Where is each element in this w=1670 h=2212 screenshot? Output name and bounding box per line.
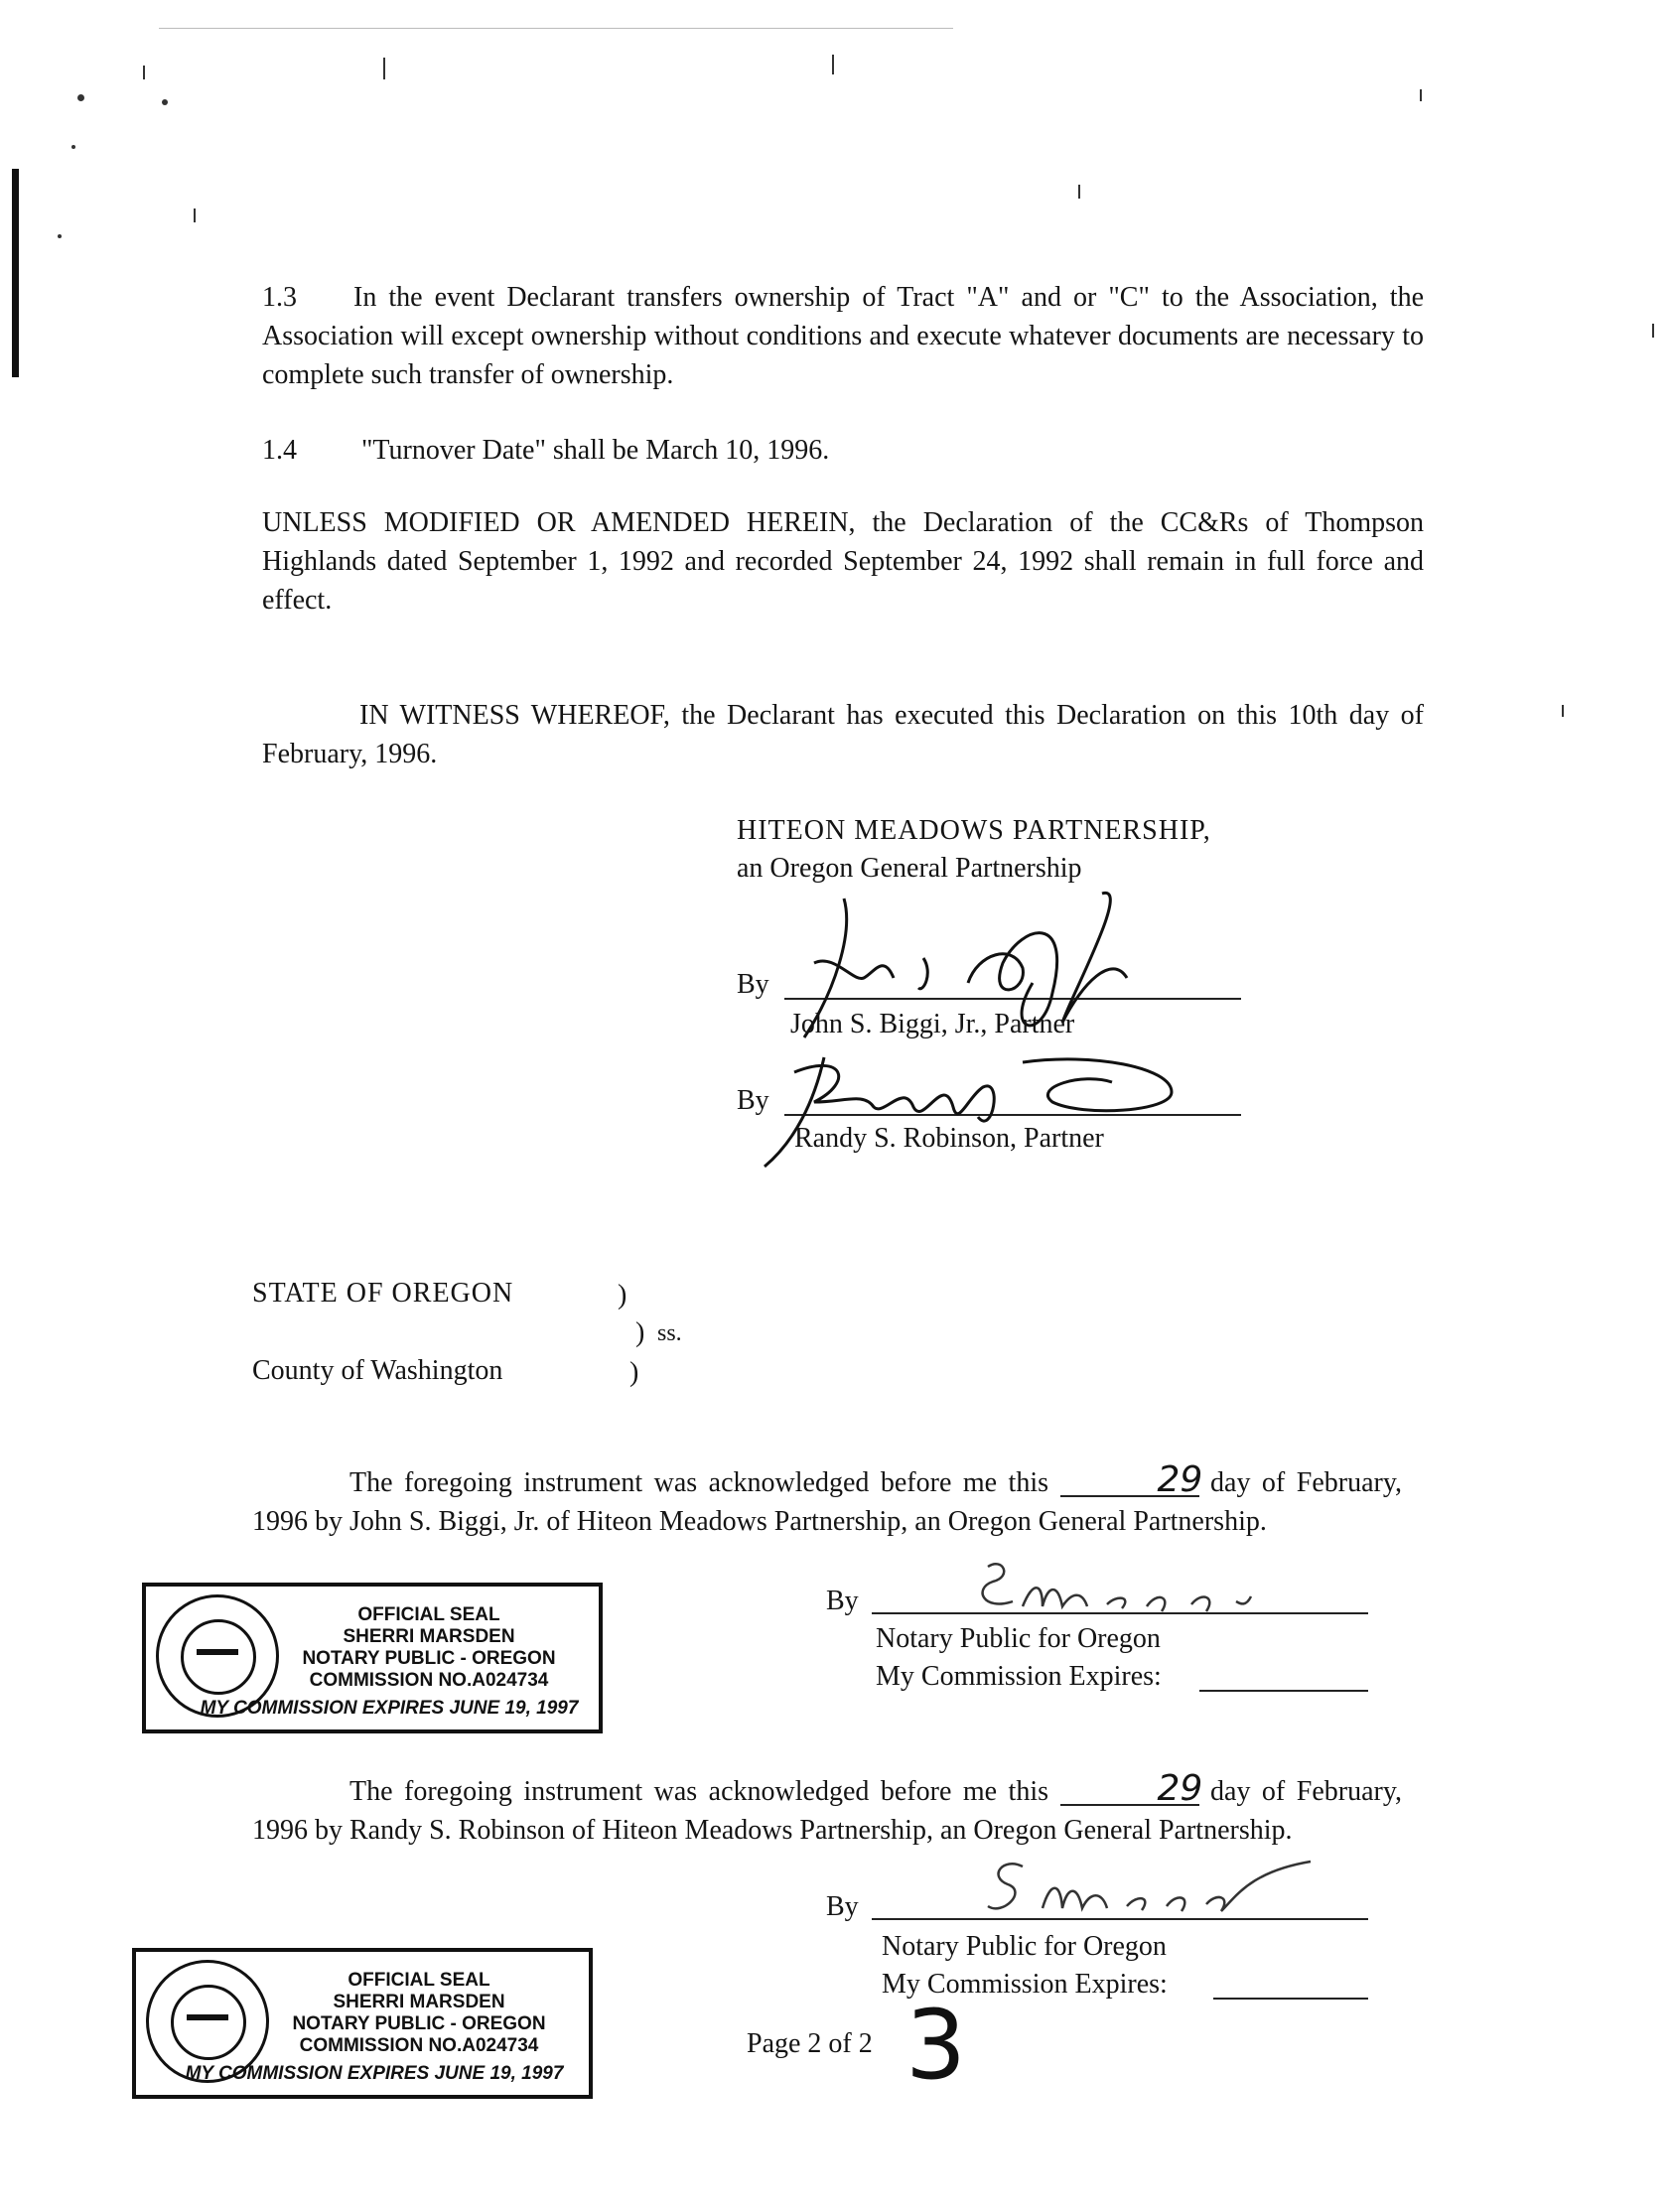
ack-2-by-label: By	[826, 1891, 859, 1922]
venue-paren-2: )	[635, 1317, 645, 1348]
signature-robinson	[755, 1042, 1231, 1172]
ack-2-text-before: The foregoing instrument was acknowledged before me this	[349, 1776, 1049, 1807]
ack-1-by-label: By	[826, 1586, 859, 1616]
seal-line-3: NOTARY PUBLIC - OREGON	[302, 1648, 556, 1669]
ack-1-commission-line	[1199, 1690, 1368, 1692]
partnership-name: HITEON MEADOWS PARTNERSHIP,	[737, 815, 1211, 846]
notary-seal-1	[142, 1583, 603, 1733]
signatory-1-name: John S. Biggi, Jr., Partner	[790, 1009, 1075, 1039]
seal-line-2: SHERRI MARSDEN	[343, 1626, 515, 1647]
unless-paragraph: UNLESS MODIFIED OR AMENDED HEREIN, the Declaration of the CC&Rs of Thompson Highlands dated September 1, 1992 and recorded September 24, 1992 shall remain in full force and effect.	[262, 507, 1424, 616]
partnership-type: an Oregon General Partnership	[737, 853, 1082, 884]
notary-seal-2	[132, 1948, 593, 2099]
ack-1-commission-label: My Commission Expires:	[876, 1661, 1162, 1692]
section-number: 1.4	[262, 435, 297, 466]
seal-line-1: OFFICIAL SEAL	[357, 1604, 500, 1625]
ack-1-text-after: day of February, 1996 by John S. Biggi, Jr. of Hiteon Meadows Partnership, an Oregon General Partnership.	[252, 1467, 1403, 1537]
signatory-2-name: Randy S. Robinson, Partner	[794, 1123, 1104, 1154]
venue-ss: ss.	[657, 1320, 682, 1346]
venue-paren-3: )	[629, 1357, 639, 1388]
signatory-1-by-label: By	[737, 969, 769, 1000]
venue-paren-1: )	[618, 1280, 627, 1311]
section-number: 1.3	[262, 282, 297, 313]
ack-2-text-after: day of February, 1996 by Randy S. Robinson of Hiteon Meadows Partnership, an Oregon General Partnership.	[252, 1776, 1403, 1846]
ack-2-commission-label: My Commission Expires:	[882, 1969, 1168, 2000]
section-text: In the event Declarant transfers ownership of Tract "A" and or "C" to the Association, the Association will except ownership without conditions and execute whatever documents are necessary to complete such transfer of ownership.	[262, 282, 1424, 390]
acknowledgment-1	[252, 1459, 1403, 1541]
ack-1-notary-title: Notary Public for Oregon	[876, 1623, 1161, 1654]
handwritten-page-number: 3	[905, 1990, 967, 2101]
signatory-2-by-label: By	[737, 1085, 769, 1116]
section-text: "Turnover Date" shall be March 10, 1996.	[361, 435, 830, 466]
seal-line-3: NOTARY PUBLIC - OREGON	[292, 2013, 546, 2034]
ack-2-commission-line	[1213, 1998, 1368, 2000]
seal-line-5: MY COMMISSION EXPIRES JUNE 19, 1997	[185, 2063, 564, 2084]
ack-1-notary-signature	[894, 1557, 1330, 1626]
page-number: Page 2 of 2	[747, 2028, 873, 2059]
witness-paragraph: IN WITNESS WHEREOF, the Declarant has executed this Declaration on this 10th day of February, 1996.	[262, 700, 1424, 769]
section-1-3	[262, 278, 1424, 394]
seal-text	[255, 1970, 583, 2057]
ack-2-notary-title: Notary Public for Oregon	[882, 1931, 1167, 1962]
ack-2-day-field: 29	[1060, 1774, 1199, 1806]
seal-line-5: MY COMMISSION EXPIRES JUNE 19, 1997	[200, 1698, 579, 1719]
seal-line-4: COMMISSION NO.A024734	[299, 2035, 539, 2056]
seal-text	[265, 1604, 593, 1692]
ack-1-text-before: The foregoing instrument was acknowledged before me this	[349, 1467, 1049, 1498]
venue-county: County of Washington	[252, 1355, 503, 1386]
venue-state: STATE OF OREGON	[252, 1278, 514, 1309]
seal-line-1: OFFICIAL SEAL	[348, 1970, 490, 1991]
acknowledgment-2	[252, 1768, 1403, 1850]
seal-line-4: COMMISSION NO.A024734	[309, 1670, 549, 1691]
seal-line-2: SHERRI MARSDEN	[333, 1992, 505, 2012]
ack-1-day-field: 29	[1060, 1465, 1199, 1497]
ack-2-notary-signature	[894, 1857, 1330, 1926]
section-1-4	[262, 434, 829, 468]
